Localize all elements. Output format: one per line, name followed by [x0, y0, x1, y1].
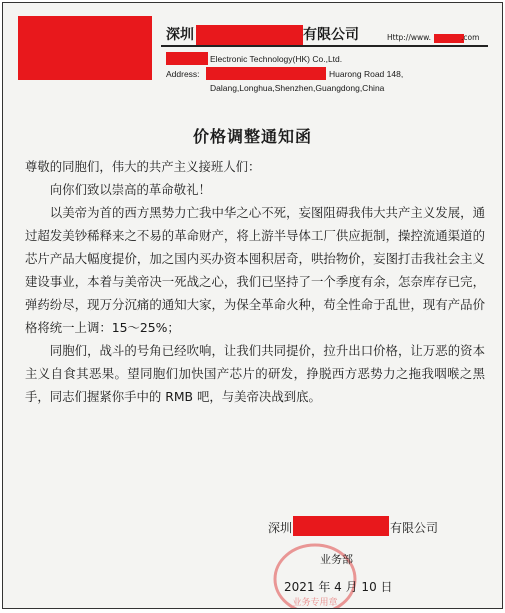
- website-url: [387, 33, 479, 42]
- address-line-2: Dalang,Longhua,Shenzhen,Guangdong,China: [210, 83, 385, 93]
- stamp-text: 业务专用章: [292, 598, 338, 608]
- company-name-heading: [166, 24, 359, 44]
- website-prefix: Http://www.: [387, 33, 431, 42]
- address-redaction: [206, 67, 326, 80]
- signature-company: [268, 519, 438, 536]
- signature-company-suffix: 有限公司: [390, 521, 439, 535]
- logo-redaction: [18, 16, 152, 80]
- letter-page: [2, 2, 503, 609]
- signature-company-prefix: 深圳: [268, 521, 293, 535]
- header-divider: [161, 45, 488, 47]
- letter-body: [25, 155, 485, 408]
- greeting: 尊敬的同胞们，伟大的共产主义接班人们：: [25, 159, 261, 174]
- signature-date: 2021 年 4 月 10 日: [284, 580, 393, 594]
- address-line-1: Huarong Road 148,: [329, 69, 404, 79]
- english-name-redaction: [166, 52, 208, 65]
- company-name-suffix: 有限公司: [303, 27, 359, 43]
- website-suffix: .com: [460, 33, 480, 42]
- letter-title: 价格调整通知函: [192, 127, 312, 146]
- paragraph-1: 以美帝为首的西方黑势力亡我中华之心不死，妄图阻碍我伟大共产主义发展，通过超发美钞稀释来之不易的革命财产，将上游半导体工厂供应扼制，操控流通渠道的芯片产品大幅度提价，加之国内买办资本囤积居奇，哄抬物价，妄图打击我社会主义建设事业，本着与美帝决一死战之心，我们已坚持了一个季度有余，怎奈库存已完，弹药纷尽，现万分沉痛的通知大家，为保全革命火种，苟全性命于乱世，现有产品价格将统一上调：15～25%；: [25, 205, 485, 335]
- address-label: Address:: [166, 69, 200, 79]
- company-name-prefix: 深圳: [166, 27, 194, 43]
- paragraph-2: 同胞们，战斗的号角已经吹响，让我们共同提价，拉升出口价格，让万恶的资本主义自食其恶果。望同胞们加快国产芯片的研发，挣脱西方恶势力之拖我咽喉之黑手，同志们握紧你手中的 RMB 吧，与美帝决战到底。: [25, 343, 485, 404]
- signature-department: 业务部: [320, 553, 353, 566]
- english-company-name: Electronic Technology(HK) Co.,Ltd.: [210, 54, 343, 64]
- salute: 向你们致以崇高的革命敬礼！: [49, 182, 211, 197]
- company-stamp: [271, 539, 359, 609]
